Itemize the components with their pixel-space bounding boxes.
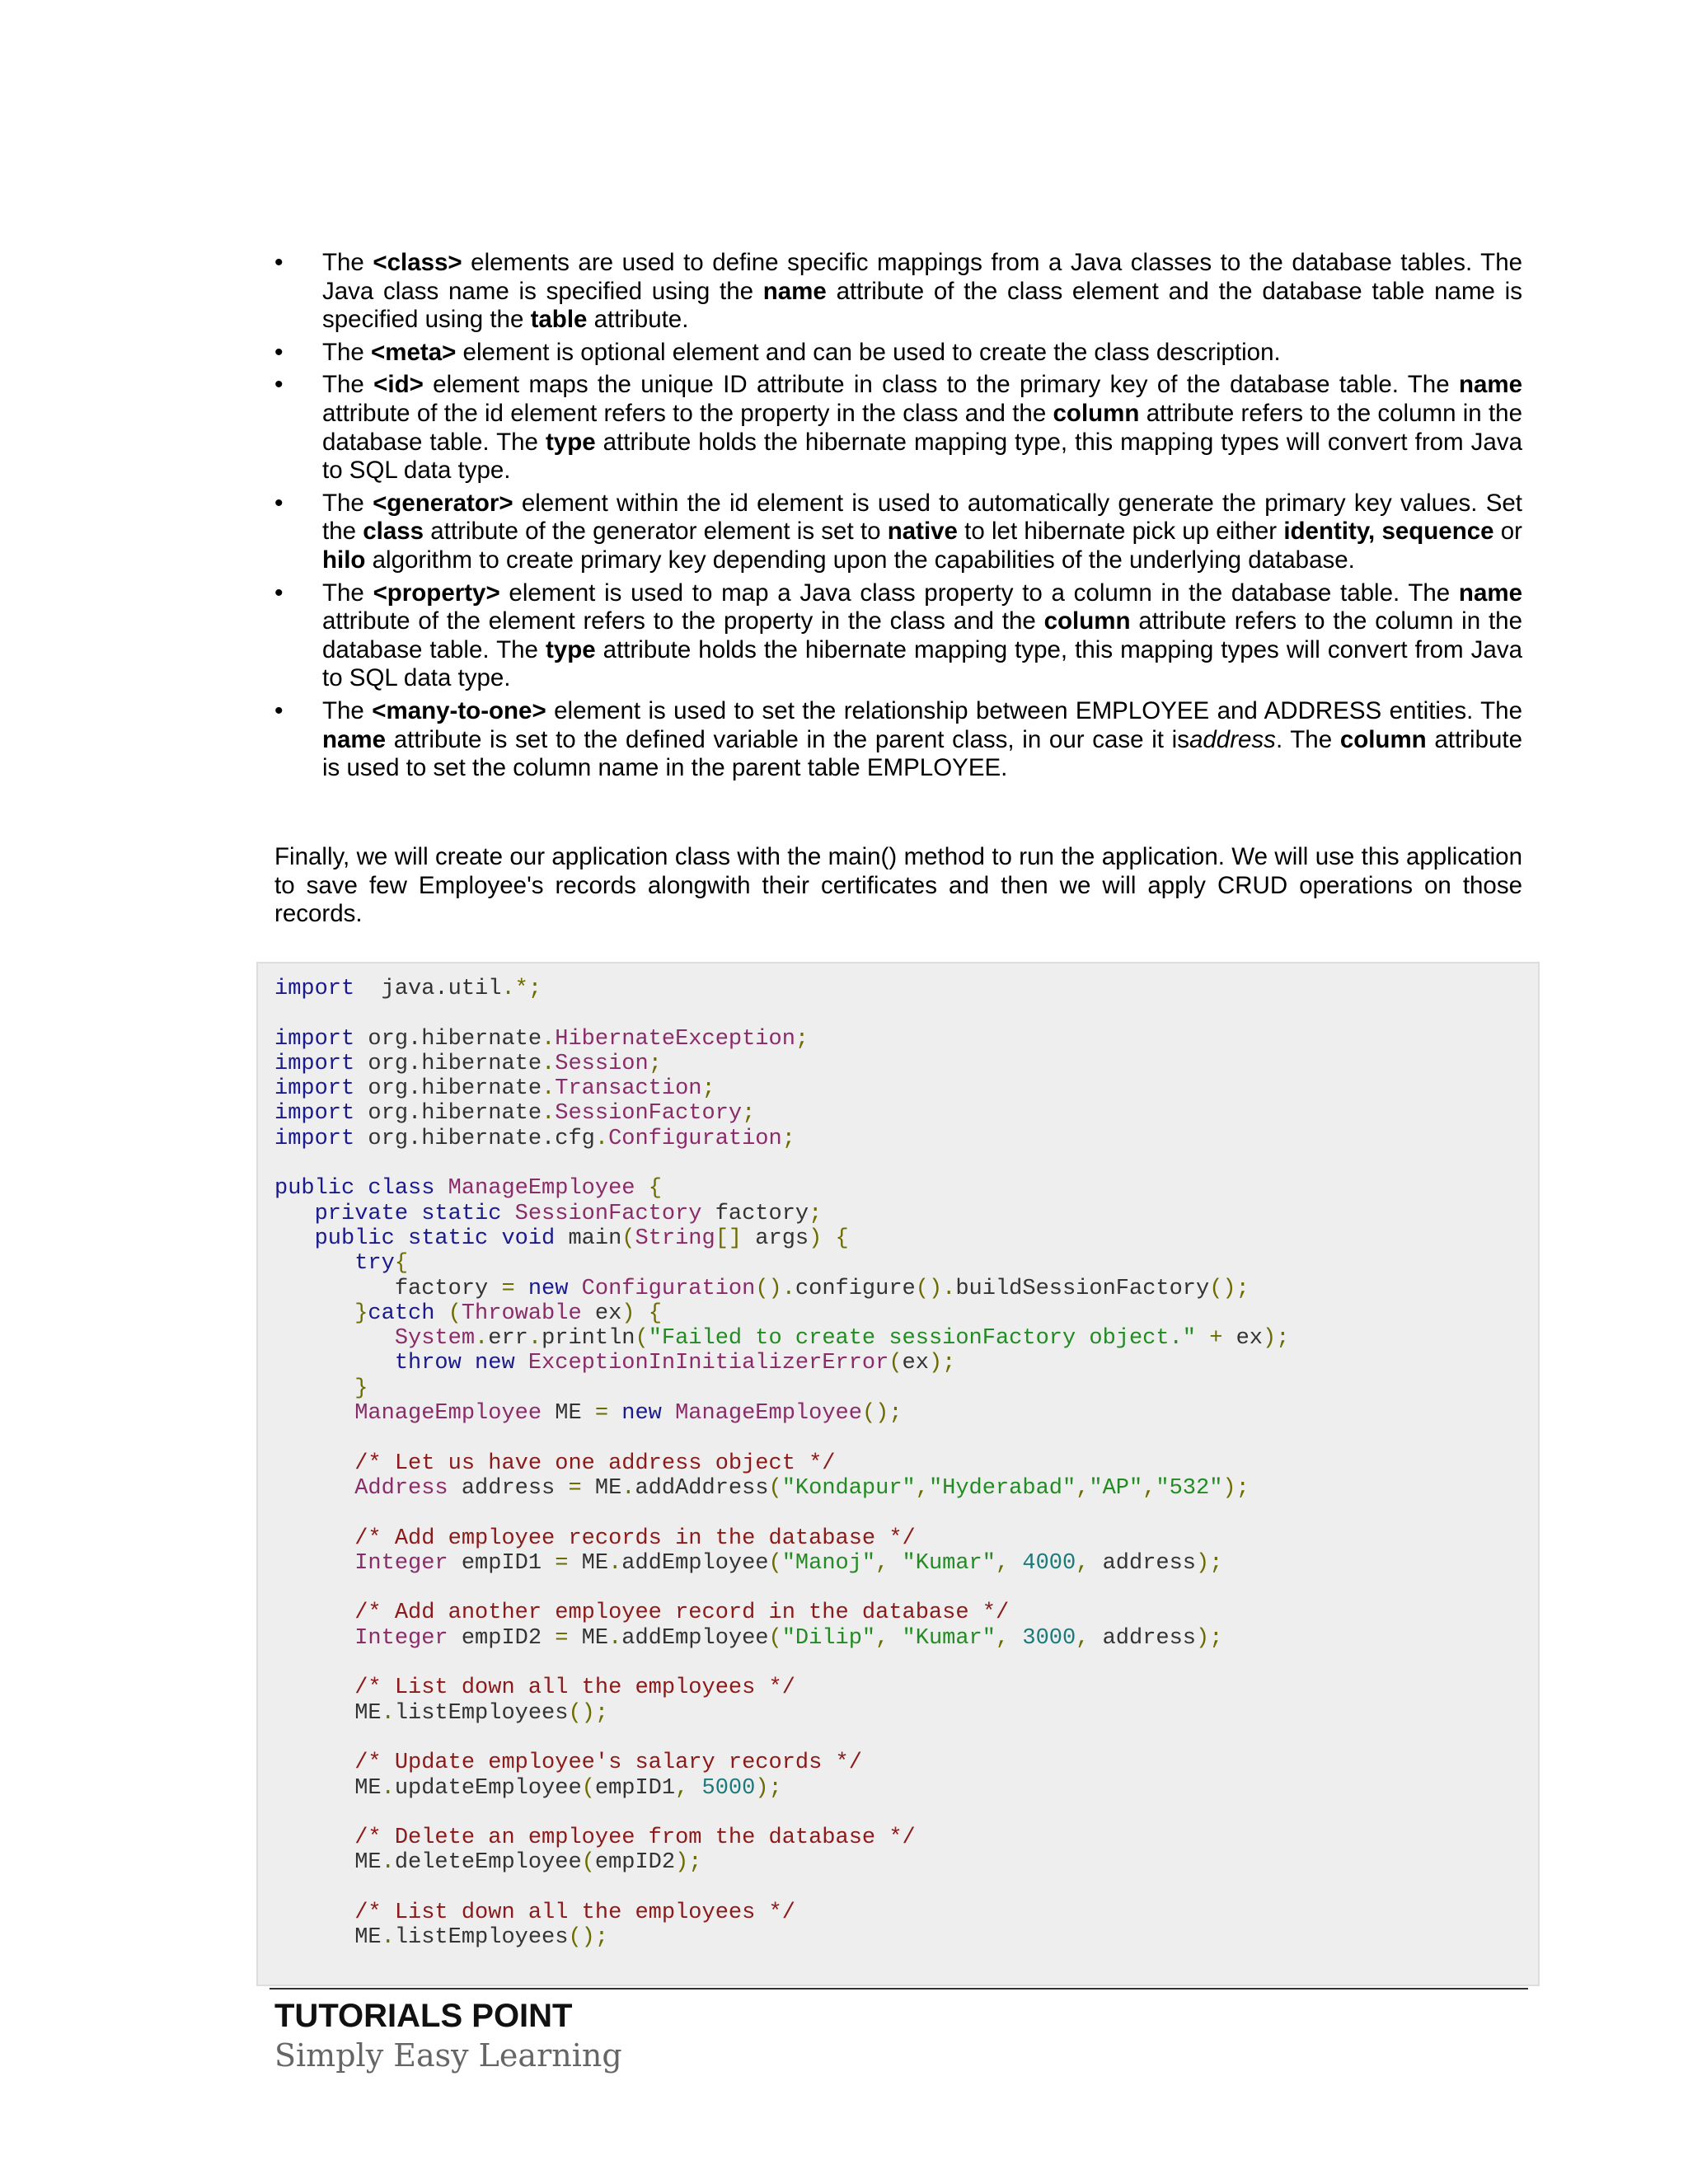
code-line [274, 1626, 1289, 1651]
text-run: attribute holds the hibernate mapping type, this mapping types will convert from Java to SQL data type. [322, 428, 1522, 485]
text-run: The [322, 371, 374, 399]
code-token: new [621, 1401, 662, 1427]
code-token: Integer [354, 1550, 448, 1576]
code-token: , [915, 1475, 929, 1501]
code-token: . [542, 1051, 556, 1076]
text-run: element is optional element and can be used to create the class description. [456, 338, 1281, 366]
code-token: /* Add another employee record in the database */ [354, 1601, 1010, 1626]
code-token: deleteEmployee [394, 1850, 582, 1876]
code-token: , [675, 1775, 689, 1801]
code-token [1009, 1551, 1022, 1576]
code-line [274, 1376, 1289, 1401]
code-token: "Kondapur" [781, 1475, 916, 1501]
code-token: , [995, 1550, 1010, 1576]
code-token: ME [542, 1401, 595, 1427]
code-token: private static [314, 1201, 502, 1226]
code-token: , [875, 1625, 889, 1651]
code-token: = [555, 1625, 569, 1651]
bold-term: <id> [373, 371, 424, 399]
text-run: attribute refers to the column in the database table. The [322, 399, 1522, 456]
text-run: element is used to map a Java class property to a column in the database table. The [499, 579, 1459, 607]
code-token: address [1089, 1625, 1197, 1651]
code-token: ); [1196, 1550, 1223, 1576]
bold-term: <class> [373, 249, 462, 276]
code-token: "Kumar" [902, 1625, 996, 1651]
text-run: or [1493, 518, 1522, 546]
code-line [274, 1925, 1289, 1950]
code-token: ); [1196, 1625, 1223, 1651]
code-line [274, 1900, 1289, 1925]
code-line [274, 1127, 1289, 1151]
text-run: The [322, 338, 372, 366]
code-token: buildSessionFactory [955, 1276, 1210, 1301]
code-token: import [274, 1126, 355, 1151]
code-token [274, 1675, 354, 1700]
code-line [274, 1076, 1289, 1101]
code-token: } [354, 1376, 368, 1401]
code-token [274, 1526, 354, 1551]
code-token: ManageEmployee [448, 1176, 635, 1202]
code-token: ( [768, 1550, 782, 1576]
text-run: attribute. [587, 306, 689, 334]
code-token: { [394, 1251, 409, 1277]
code-token: address [1089, 1550, 1197, 1576]
code-token: empID2 [594, 1850, 676, 1876]
code-token [274, 1351, 395, 1376]
code-token: Address [354, 1475, 448, 1501]
intro-paragraph: Finally, we will create our application class with the main() method to run the application. We will use this application to save few Employee's records alongwith their certificates and then we will apply CRUD operations on those records. [274, 843, 1522, 928]
text-run: The [322, 249, 373, 276]
code-token: public static void [314, 1226, 556, 1251]
code-token: { [648, 1301, 662, 1326]
code-token: ( [581, 1775, 595, 1801]
code-token: args [742, 1226, 809, 1251]
bullet-item [274, 371, 1522, 485]
code-token: "Manoj" [781, 1550, 876, 1576]
code-token: ); [928, 1351, 956, 1376]
code-token: (); [861, 1401, 903, 1427]
code-token: err [488, 1326, 528, 1352]
code-token: Integer [354, 1625, 448, 1651]
code-token: ME [274, 1850, 382, 1876]
code-token: ME [568, 1625, 609, 1651]
bold-term: <property> [373, 579, 500, 607]
code-token: . [381, 1775, 395, 1801]
code-token: new [528, 1276, 569, 1301]
text-run: element maps the unique ID attribute in class to the primary key of the database table. The [423, 371, 1459, 399]
code-token [274, 1601, 354, 1625]
code-token: .*; [501, 977, 542, 1001]
text-run: attribute of the class element and the database table name is specified using the [322, 277, 1522, 334]
code-token: Configuration [608, 1126, 782, 1151]
bullet-item [274, 697, 1522, 783]
code-token: public class [274, 1176, 435, 1202]
code-token [274, 1401, 354, 1426]
code-token [501, 1202, 514, 1226]
code-token: "Hyderabad" [928, 1475, 1076, 1501]
code-token: /* Update employee's salary records */ [354, 1750, 862, 1776]
code-token: System [394, 1326, 476, 1352]
code-token: (); [1209, 1276, 1250, 1301]
code-token [274, 1376, 354, 1401]
code-token: ME [581, 1475, 622, 1501]
code-line [274, 1277, 1289, 1301]
code-token: address [448, 1475, 569, 1501]
code-line [274, 1651, 1289, 1675]
code-token: ; [795, 1026, 809, 1052]
code-token: ex [902, 1351, 929, 1376]
bold-term: column [1339, 725, 1427, 753]
code-token: import [274, 1026, 355, 1052]
code-token: addEmployee [621, 1625, 769, 1651]
code-line [274, 1576, 1289, 1601]
code-token: , [1076, 1475, 1090, 1501]
code-token: + [1209, 1326, 1223, 1352]
code-token: addEmployee [621, 1550, 769, 1576]
code-token: empID1 [448, 1550, 556, 1576]
code-line [274, 1426, 1289, 1451]
code-line [274, 1101, 1289, 1126]
code-token: . [475, 1326, 489, 1352]
text-run: The [322, 696, 373, 724]
code-token [608, 1401, 621, 1426]
text-run: attribute refers to the column in the database table. The [322, 607, 1522, 663]
code-line [274, 1451, 1289, 1476]
text-run: attribute of the element refers to the property in the class and the [322, 607, 1044, 635]
code-token: ME [274, 1925, 382, 1951]
code-token [1009, 1626, 1022, 1651]
code-line [274, 1825, 1289, 1850]
bold-term: column [1053, 399, 1140, 427]
code-token: ; [809, 1201, 823, 1226]
code-token: ; [648, 1051, 662, 1076]
code-token: . [381, 1925, 395, 1951]
code-token: ); [1222, 1475, 1250, 1501]
code-token [635, 1176, 648, 1201]
bold-term: native [887, 518, 958, 546]
bullet-item [274, 579, 1522, 693]
code-token: = [555, 1550, 569, 1576]
code-token [688, 1776, 701, 1801]
code-token: ) [809, 1226, 823, 1251]
code-token [274, 1825, 354, 1850]
code-token [1196, 1326, 1209, 1351]
bold-term: name [1458, 579, 1522, 607]
bold-term: class [363, 518, 424, 546]
code-token: updateEmployee [394, 1775, 582, 1801]
code-line [274, 1176, 1289, 1201]
code-token [889, 1551, 902, 1576]
code-token: ManageEmployee [354, 1401, 542, 1427]
code-token: org.hibernate [354, 1076, 542, 1102]
code-token: . [381, 1700, 395, 1726]
code-line [274, 977, 1289, 1001]
code-token [434, 1301, 448, 1326]
text-run: attribute of the generator element is set to [424, 518, 888, 546]
code-token: ( [768, 1625, 782, 1651]
code-token: "Kumar" [902, 1550, 996, 1576]
code-token: "Failed to create sessionFactory object." [648, 1326, 1196, 1352]
code-token: "AP" [1089, 1475, 1143, 1501]
code-token: . [621, 1475, 635, 1501]
code-token [662, 1401, 675, 1426]
code-line [274, 1876, 1289, 1900]
code-token: ); [755, 1775, 782, 1801]
code-token: , [995, 1625, 1010, 1651]
text-run: attribute is set to the defined variable in the parent class, in our case it is [386, 725, 1189, 753]
code-line [274, 1226, 1289, 1251]
bold-term: name [762, 277, 827, 305]
bold-term: identity, sequence [1283, 518, 1494, 546]
code-token: ME [568, 1550, 609, 1576]
code-line [274, 1326, 1289, 1351]
code-token: . [594, 1126, 609, 1151]
code-token: ( [635, 1326, 649, 1352]
code-line [274, 1850, 1289, 1875]
code-token: String [635, 1226, 715, 1251]
code-token: listEmployees [394, 1925, 569, 1951]
code-token [274, 1326, 395, 1351]
code-token: ( [889, 1351, 903, 1376]
code-token: "Dilip" [781, 1625, 876, 1651]
bold-term: table [530, 306, 588, 334]
code-token: ME [274, 1775, 382, 1801]
code-token [635, 1301, 648, 1326]
code-token: println [542, 1326, 635, 1352]
code-line [274, 1351, 1289, 1376]
code-token: ( [621, 1226, 635, 1251]
code-token: = [501, 1276, 515, 1301]
code-token [274, 1202, 315, 1226]
code-token: 3000 [1022, 1625, 1076, 1651]
bold-term: type [545, 428, 596, 456]
code-token: HibernateException [555, 1026, 795, 1052]
code-token: ManageEmployee [675, 1401, 862, 1427]
code-token: SessionFactory [555, 1101, 743, 1127]
code-token: empID1 [594, 1775, 676, 1801]
code-token [515, 1277, 528, 1301]
code-token: import [274, 977, 355, 1001]
code-token: , [1142, 1475, 1156, 1501]
code-token: 5000 [701, 1775, 756, 1801]
code-token: ( [768, 1475, 782, 1501]
code-token: { [648, 1176, 662, 1202]
code-token [274, 1900, 354, 1925]
code-token [274, 1226, 315, 1251]
bullet-item [274, 339, 1522, 368]
code-token [889, 1626, 902, 1651]
text-run: element within the id element is used to automatically generate the primary key values. Set the [322, 489, 1522, 546]
footer-brand-subtitle: Simply Easy Learning [274, 2037, 622, 2074]
code-token: /* List down all the employees */ [354, 1675, 795, 1701]
code-token: ) [621, 1301, 635, 1326]
code-token: . [542, 1026, 556, 1052]
code-token: import [274, 1101, 355, 1127]
bold-term: type [545, 635, 596, 663]
code-token: /* List down all the employees */ [354, 1900, 795, 1925]
code-token [274, 1626, 354, 1651]
code-token: , [1076, 1625, 1090, 1651]
code-token: "532" [1156, 1475, 1223, 1501]
code-block [256, 962, 1540, 1986]
code-token: listEmployees [394, 1700, 569, 1726]
code-token: addAddress [635, 1475, 769, 1501]
code-line [274, 1251, 1289, 1276]
code-line [274, 1027, 1289, 1052]
code-line [274, 1202, 1289, 1226]
code-token [515, 1351, 528, 1376]
code-token [274, 1750, 354, 1775]
java-source-code [274, 977, 1289, 1951]
code-token: Configuration [581, 1276, 756, 1301]
text-run: The [322, 489, 373, 517]
code-token: . [381, 1850, 395, 1876]
code-token: ex [581, 1301, 622, 1326]
text-run: element is used to set the relationship between EMPLOYEE and ADDRESS entities. The [546, 696, 1522, 724]
code-token: empID2 [448, 1625, 556, 1651]
code-token [568, 1277, 581, 1301]
code-token: factory [274, 1276, 502, 1301]
code-token: ; [742, 1101, 756, 1127]
text-run: The [322, 579, 373, 607]
code-token: (). [755, 1276, 795, 1301]
code-line [274, 1526, 1289, 1551]
code-token: org.hibernate [354, 1026, 542, 1052]
code-token: /* Add employee records in the database */ [354, 1526, 916, 1551]
text-run: . The [1275, 725, 1340, 753]
code-token: . [608, 1550, 622, 1576]
element-description-list [274, 249, 1522, 787]
bullet-item [274, 249, 1522, 335]
code-token: import [274, 1076, 355, 1102]
code-line [274, 1801, 1289, 1825]
code-token: 4000 [1022, 1550, 1076, 1576]
bold-term: column [1043, 607, 1131, 635]
code-token: . [528, 1326, 542, 1352]
bullet-item [274, 490, 1522, 575]
code-token: org.hibernate [354, 1051, 542, 1076]
code-token: [] [715, 1226, 743, 1251]
text-run: attribute holds the hibernate mapping type, this mapping types will convert from Java to SQL data type. [322, 635, 1522, 692]
code-token: /* Let us have one address object */ [354, 1451, 836, 1476]
code-token [274, 1301, 354, 1326]
code-line [274, 1675, 1289, 1700]
footer-brand-title: TUTORIALS POINT [274, 1998, 573, 2034]
code-token: (). [915, 1276, 956, 1301]
footer-rule [270, 1988, 1528, 1990]
code-token: ); [1263, 1326, 1290, 1352]
code-token: ; [701, 1076, 715, 1102]
code-token: (); [568, 1700, 609, 1726]
code-token: throw new [394, 1351, 515, 1376]
code-token: import [274, 1051, 355, 1076]
code-token: ); [675, 1850, 702, 1876]
code-token: = [568, 1475, 582, 1501]
code-token: configure [795, 1276, 916, 1301]
code-token [274, 1451, 354, 1476]
code-line [274, 1701, 1289, 1726]
bold-term: <many-to-one> [372, 696, 546, 724]
text-run: elements are used to define specific mappings from a Java classes to the database tables. The Java class name is specified using the [322, 249, 1523, 305]
code-token: Transaction [555, 1076, 702, 1102]
code-token: org.hibernate.cfg [354, 1126, 595, 1151]
code-token: { [835, 1226, 849, 1251]
code-token: . [542, 1076, 556, 1102]
text-run: attribute of the id element refers to the property in the class and the [322, 399, 1053, 427]
code-line [274, 1401, 1289, 1426]
code-token: ; [781, 1126, 795, 1151]
code-token: = [594, 1401, 609, 1427]
code-token: java.util [354, 977, 502, 1001]
code-token: Throwable [461, 1301, 582, 1326]
bold-term: <meta> [371, 338, 457, 366]
code-token: (); [568, 1925, 609, 1951]
text-run: to let hibernate pick up either [957, 518, 1284, 546]
code-line [274, 1151, 1289, 1176]
code-line [274, 1301, 1289, 1326]
code-line [274, 1601, 1289, 1625]
code-token [434, 1176, 448, 1201]
code-token: Session [555, 1051, 649, 1076]
code-token [274, 1251, 354, 1276]
bold-term: <generator> [373, 489, 513, 517]
code-token: ( [448, 1301, 462, 1326]
text-run: algorithm to create primary key depending upon the capabilities of the underlying database. [365, 546, 1355, 574]
code-line [274, 1001, 1289, 1026]
code-token [274, 1476, 354, 1501]
code-line [274, 1052, 1289, 1076]
code-token [274, 1551, 354, 1576]
code-token: catch [368, 1301, 435, 1326]
code-token: . [542, 1101, 556, 1127]
code-token [822, 1226, 835, 1251]
code-token: main [555, 1226, 622, 1251]
code-token: , [875, 1550, 889, 1576]
code-token: /* Delete an employee from the database */ [354, 1825, 916, 1851]
bold-term: hilo [322, 546, 366, 574]
code-line [274, 1726, 1289, 1750]
bold-term: name [322, 725, 387, 753]
code-line [274, 1551, 1289, 1576]
bold-term: name [1458, 371, 1523, 399]
code-token: ExceptionInInitializerError [528, 1351, 889, 1376]
code-token: ME [274, 1700, 382, 1726]
code-token: try [354, 1251, 395, 1277]
code-line [274, 1750, 1289, 1775]
italic-term: address [1189, 725, 1276, 753]
code-token: , [1076, 1550, 1090, 1576]
code-token: . [608, 1625, 622, 1651]
code-line [274, 1476, 1289, 1501]
code-token: ( [581, 1850, 595, 1876]
code-token: factory [701, 1201, 809, 1226]
code-line [274, 1501, 1289, 1526]
code-line [274, 1776, 1289, 1801]
text-run: attribute is used to set the column name in the parent table EMPLOYEE. [322, 725, 1522, 782]
code-token: ex [1222, 1326, 1264, 1352]
code-token: org.hibernate [354, 1101, 542, 1127]
code-token: SessionFactory [514, 1201, 702, 1226]
code-token: } [354, 1301, 368, 1326]
